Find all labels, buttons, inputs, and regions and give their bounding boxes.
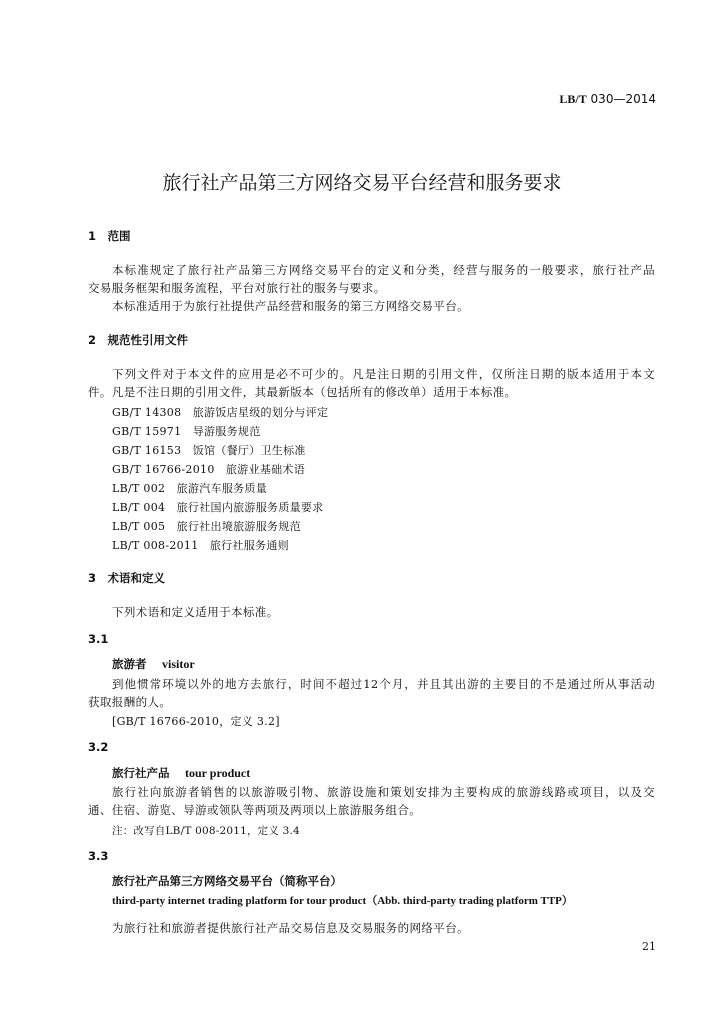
term-3-2-definition-line1: 旅行社向旅游者销售的以旅游吸引物、旅游设施和策划安排为主要构成的旅游线路或项目，以及交 [112,785,655,799]
reference-item: LB/T 008-2011 旅行社服务通则 [112,539,289,552]
reference-item: LB/T 004 旅行社国内旅游服务质量要求 [112,501,324,514]
term-3-2-number: 3.2 [88,740,109,754]
section-3-intro: 下列术语和定义适用于本标准。 [112,605,279,619]
section-2-intro-line1: 下列文件对于本文件的应用是必不可少的。凡是注日期的引用文件，仅所注日期的版本适用于本文 [112,367,655,381]
term-3-1-title [112,656,195,672]
term-3-1-number: 3.1 [88,632,109,646]
term-3-1-cn: 旅游者 [112,657,147,671]
section-3-heading: 3 术语和定义 [88,571,166,585]
term-3-3-cn: 旅行社产品第三方网络交易平台（简称平台） [112,874,342,888]
reference-item: LB/T 002 旅游汽车服务质量 [112,482,268,495]
term-3-1-definition-line1: 到他惯常环境以外的地方去旅行，时间不超过12个月，并且其出游的主要目的不是通过所从事活动 [112,677,655,691]
section-1-para2: 本标准适用于为旅行社提供产品经营和服务的第三方网络交易平台。 [112,299,469,313]
term-3-2-cn: 旅行社产品 [112,766,170,780]
term-3-3-number: 3.3 [88,849,109,863]
section-1-heading: 1 范围 [88,229,131,243]
term-3-2-definition-line2: 通、住宿、游览、导游或领队等两项及两项以上旅游服务组合。 [88,803,422,817]
reference-item: GB/T 16153 饭馆（餐厅）卫生标准 [112,444,306,457]
standard-code [559,92,656,107]
standard-code-number: 030—2014 [586,92,656,106]
term-3-1-definition-line2: 获取报酬的人。 [88,695,172,709]
term-3-2-title [112,765,250,781]
term-3-3-definition: 为旅行社和旅游者提供旅行社产品交易信息及交易服务的网络平台。 [112,921,469,935]
reference-item: GB/T 16766-2010 旅游业基础术语 [112,463,306,476]
term-3-3-en-line [112,892,573,908]
term-3-3-en: third-party internet trading platform for tour product（Abb. third-party trading platform TTP） [112,895,573,907]
reference-item: GB/T 15971 导游服务规范 [112,425,261,438]
document-title: 旅行社产品第三方网络交易平台经营和服务要求 [162,172,562,194]
page-number: 21 [642,940,656,953]
term-3-2-note: 注：改写自LB/T 008-2011，定义 3.4 [112,825,300,837]
reference-item: LB/T 005 旅行社出境旅游服务规范 [112,520,301,533]
term-3-2-en: tour product [185,766,251,780]
term-3-1-en: visitor [162,657,195,671]
section-1-para1-line2: 交易服务框架和服务流程，平台对旅行社的服务与要求。 [88,281,386,295]
section-1-para1-line1: 本标准规定了旅行社产品第三方网络交易平台的定义和分类，经营与服务的一般要求，旅行社产品 [112,263,655,277]
section-2-heading: 2 规范性引用文件 [88,333,189,347]
standard-code-prefix: LB/T [559,92,587,106]
section-2-intro-line2: 件。凡是不注日期的引用文件，其最新版本（包括所有的修改单）适用于本标准。 [88,385,517,399]
term-3-1-source: [GB/T 16766-2010，定义 3.2] [112,715,280,728]
reference-item: GB/T 14308 旅游饭店星级的划分与评定 [112,406,329,419]
